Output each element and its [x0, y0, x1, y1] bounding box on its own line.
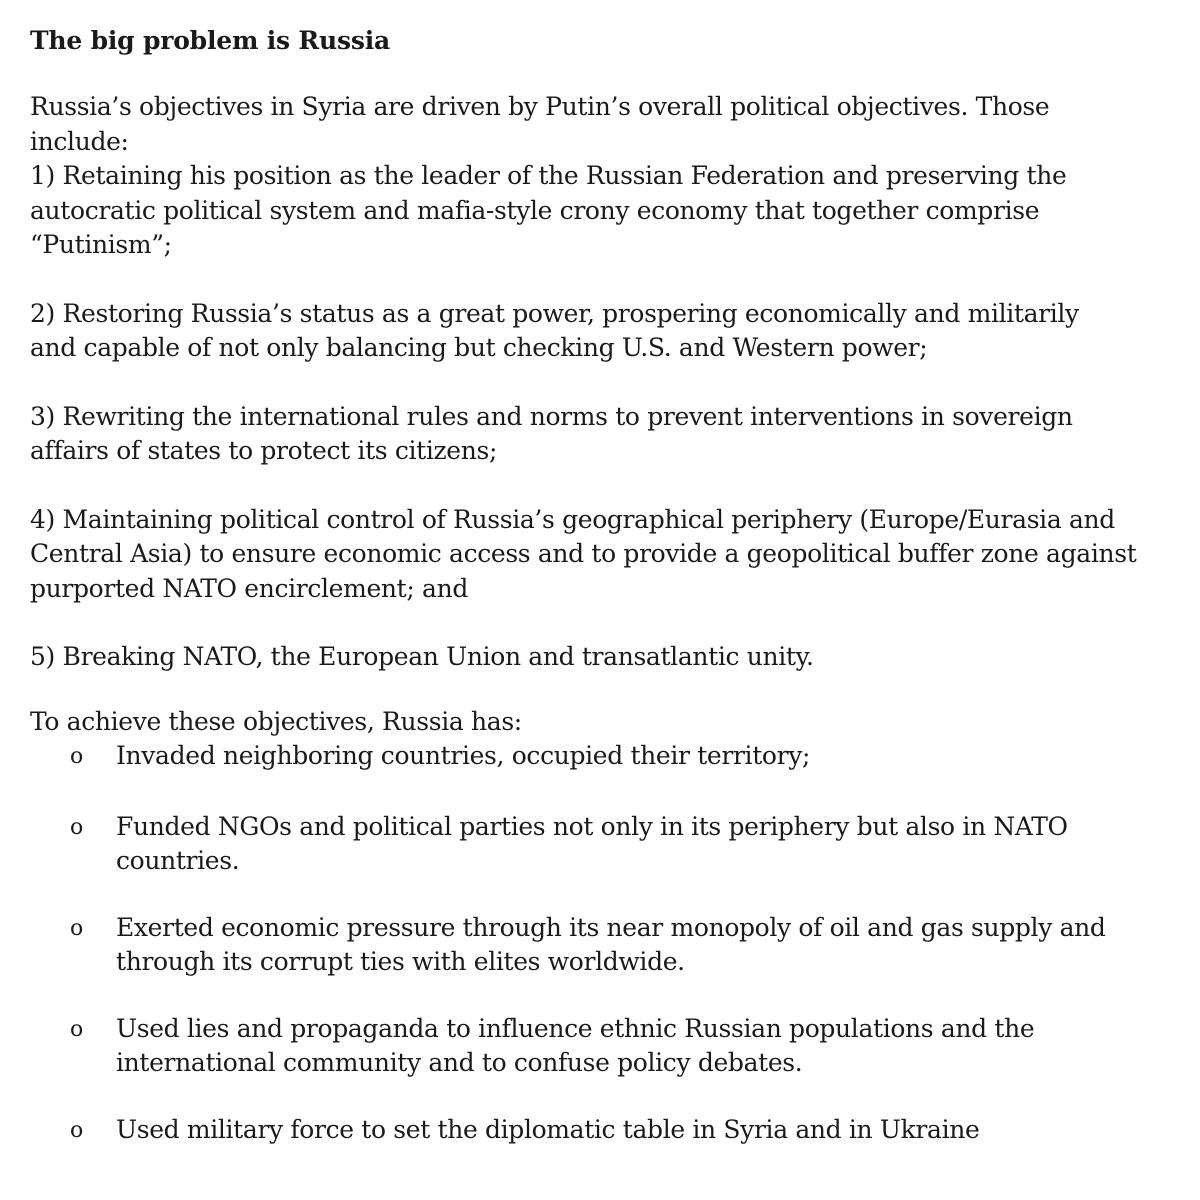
list-item — [30, 1113, 1170, 1148]
bullet-marker-icon: o — [70, 915, 83, 941]
objective-3-paragraph — [30, 400, 1170, 469]
objective-3-cont: affairs of states to protect its citizens; — [30, 436, 498, 465]
objective-1: 1) Retaining his position as the leader of the Russian Federation and preserving the — [30, 161, 1067, 190]
bullet-marker-icon: o — [70, 814, 83, 840]
bullet-text-cont: international community and to confuse policy debates. — [116, 1048, 803, 1077]
bullet-text: Used lies and propaganda to influence ethnic Russian populations and the — [116, 1013, 1035, 1043]
objective-4-cont: Central Asia) to ensure economic access and to provide a geopolitical buffer zone against — [30, 539, 1137, 568]
objective-2: 2) Restoring Russia’s status as a great power, prospering economically and militarily — [30, 298, 1079, 328]
intro-paragraph — [30, 90, 1170, 263]
intro-line: Russia’s objectives in Syria are driven by Putin’s overall political objectives. Those — [30, 92, 1050, 121]
bullet-text-cont: countries. — [116, 846, 240, 875]
objective-2-paragraph — [30, 297, 1170, 366]
list-item — [30, 739, 1170, 774]
objective-3: 3) Rewriting the international rules and norms to prevent interventions in sovereign — [30, 401, 1073, 431]
bullet-text: Exerted economic pressure through its near monopoly of oil and gas supply and — [116, 912, 1106, 942]
bullet-text: Invaded neighboring countries, occupied their territory; — [116, 741, 811, 770]
list-item — [30, 1012, 1170, 1081]
objective-1-cont: “Putinism”; — [30, 230, 172, 259]
objective-4: 4) Maintaining political control of Russia’s geographical periphery (Europe/Eurasia and — [30, 504, 1115, 534]
objective-4-cont: purported NATO encirclement; and — [30, 573, 468, 603]
bullet-marker-icon: o — [70, 744, 83, 769]
objective-5-paragraph — [30, 640, 1170, 675]
bullet-marker-icon: o — [70, 1117, 83, 1143]
document-title: The big problem is Russia — [30, 26, 390, 55]
objective-4-paragraph — [30, 503, 1170, 607]
objective-1-cont: autocratic political system and mafia-style crony economy that together comprise — [30, 195, 1040, 225]
document-page — [30, 24, 1170, 1179]
actions-bullet-list — [30, 739, 1170, 1147]
bullet-text: Funded NGOs and political parties not only in its periphery but also in NATO — [116, 811, 1068, 841]
bullet-text-cont: through its corrupt ties with elites worldwide. — [116, 947, 685, 976]
list-item — [30, 810, 1170, 879]
bullet-marker-icon: o — [70, 1016, 83, 1042]
list-item — [30, 911, 1170, 980]
bullet-text: Used military force to set the diplomatic table in Syria and in Ukraine — [116, 1114, 980, 1144]
objective-2-cont: and capable of not only balancing but checking U.S. and Western power; — [30, 333, 928, 362]
achieve-intro: To achieve these objectives, Russia has: — [30, 706, 522, 736]
objective-5: 5) Breaking NATO, the European Union and transatlantic unity. — [30, 642, 814, 671]
intro-line: include: — [30, 126, 129, 156]
